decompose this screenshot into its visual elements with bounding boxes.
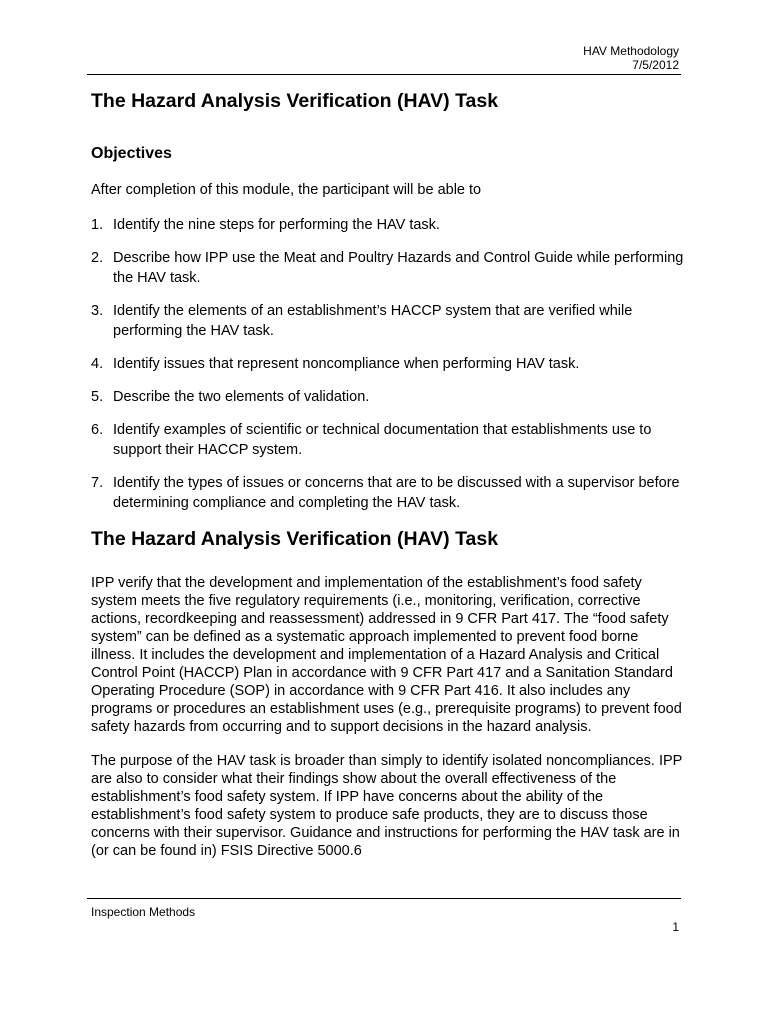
footer-label: Inspection Methods (91, 905, 196, 919)
list-item (91, 420, 686, 460)
list-item (91, 473, 686, 513)
list-item (91, 248, 686, 288)
list-item-text: Identify the types of issues or concerns that are to be discussed with a supervisor before determining compliance and completing the HAV task. (113, 475, 680, 511)
list-item-text: Identify examples of scientific or technical documentation that establishments use to support their HACCP system. (113, 422, 652, 458)
list-item (91, 354, 686, 374)
page-number: 1 (672, 920, 679, 934)
body-paragraph-2: The purpose of the HAV task is broader than simply to identify isolated noncompliances. IPP are also to consider what their findings show about the overall effectiveness of the establishment’s food safety system. If IPP have concerns about the ability of the establishment’s food safety system to produce safe products, they are to discuss those concerns with their supervisor. Guidance and instructions for performing the HAV task are in (or can be found in) FSIS Directive 5000.6 (91, 753, 683, 859)
list-item-number: 2. (91, 250, 104, 266)
footer-rule (87, 898, 681, 899)
list-item (91, 215, 686, 235)
objectives-heading: Objectives (91, 145, 172, 162)
list-item-text: Identify the elements of an establishment’s HACCP system that are verified while performing the HAV task. (113, 303, 633, 339)
list-item-number: 6. (91, 422, 104, 438)
objectives-intro: After completion of this module, the participant will be able to (91, 182, 482, 198)
list-item-text: Describe the two elements of validation. (113, 389, 370, 405)
list-item-number: 7. (91, 475, 104, 491)
list-item-text: Describe how IPP use the Meat and Poultry Hazards and Control Guide while performing the HAV task. (113, 250, 684, 286)
running-header (583, 44, 679, 72)
objectives-list (91, 215, 686, 513)
section-title-objectives: The Hazard Analysis Verification (HAV) Task (91, 90, 499, 112)
list-item-number: 3. (91, 303, 104, 319)
list-item-number: 4. (91, 356, 104, 372)
header-date: 7/5/2012 (632, 58, 679, 72)
header-rule (87, 74, 681, 75)
list-item-number: 5. (91, 389, 104, 405)
list-item-text: Identify the nine steps for performing the HAV task. (113, 217, 440, 233)
page-content (91, 88, 686, 860)
list-item (91, 301, 686, 341)
header-doc-title: HAV Methodology (583, 44, 679, 58)
list-item (91, 387, 686, 407)
list-item-number: 1. (91, 217, 104, 233)
section-title-hav-task: The Hazard Analysis Verification (HAV) Task (91, 528, 499, 550)
body-paragraph-1: IPP verify that the development and implementation of the establishment’s food safety system meets the five regulatory requirements (i.e., monitoring, verification, corrective actions, recordkeeping and reassessment) addressed in 9 CFR Part 417. The “food safety system” can be defined as a systematic approach implemented to prevent food borne illness. It includes the development and implementation of a Hazard Analysis and Critical Control Point (HACCP) Plan in accordance with 9 CFR Part 417 and a Sanitation Standard Operating Procedure (SOP) in accordance with 9 CFR Part 416. It also includes any programs or procedures an establishment uses (e.g., prerequisite programs) to prevent food safety hazards from occurring and to support decisions in the hazard analysis. (91, 575, 682, 735)
list-item-text: Identify issues that represent noncompliance when performing HAV task. (113, 356, 580, 372)
